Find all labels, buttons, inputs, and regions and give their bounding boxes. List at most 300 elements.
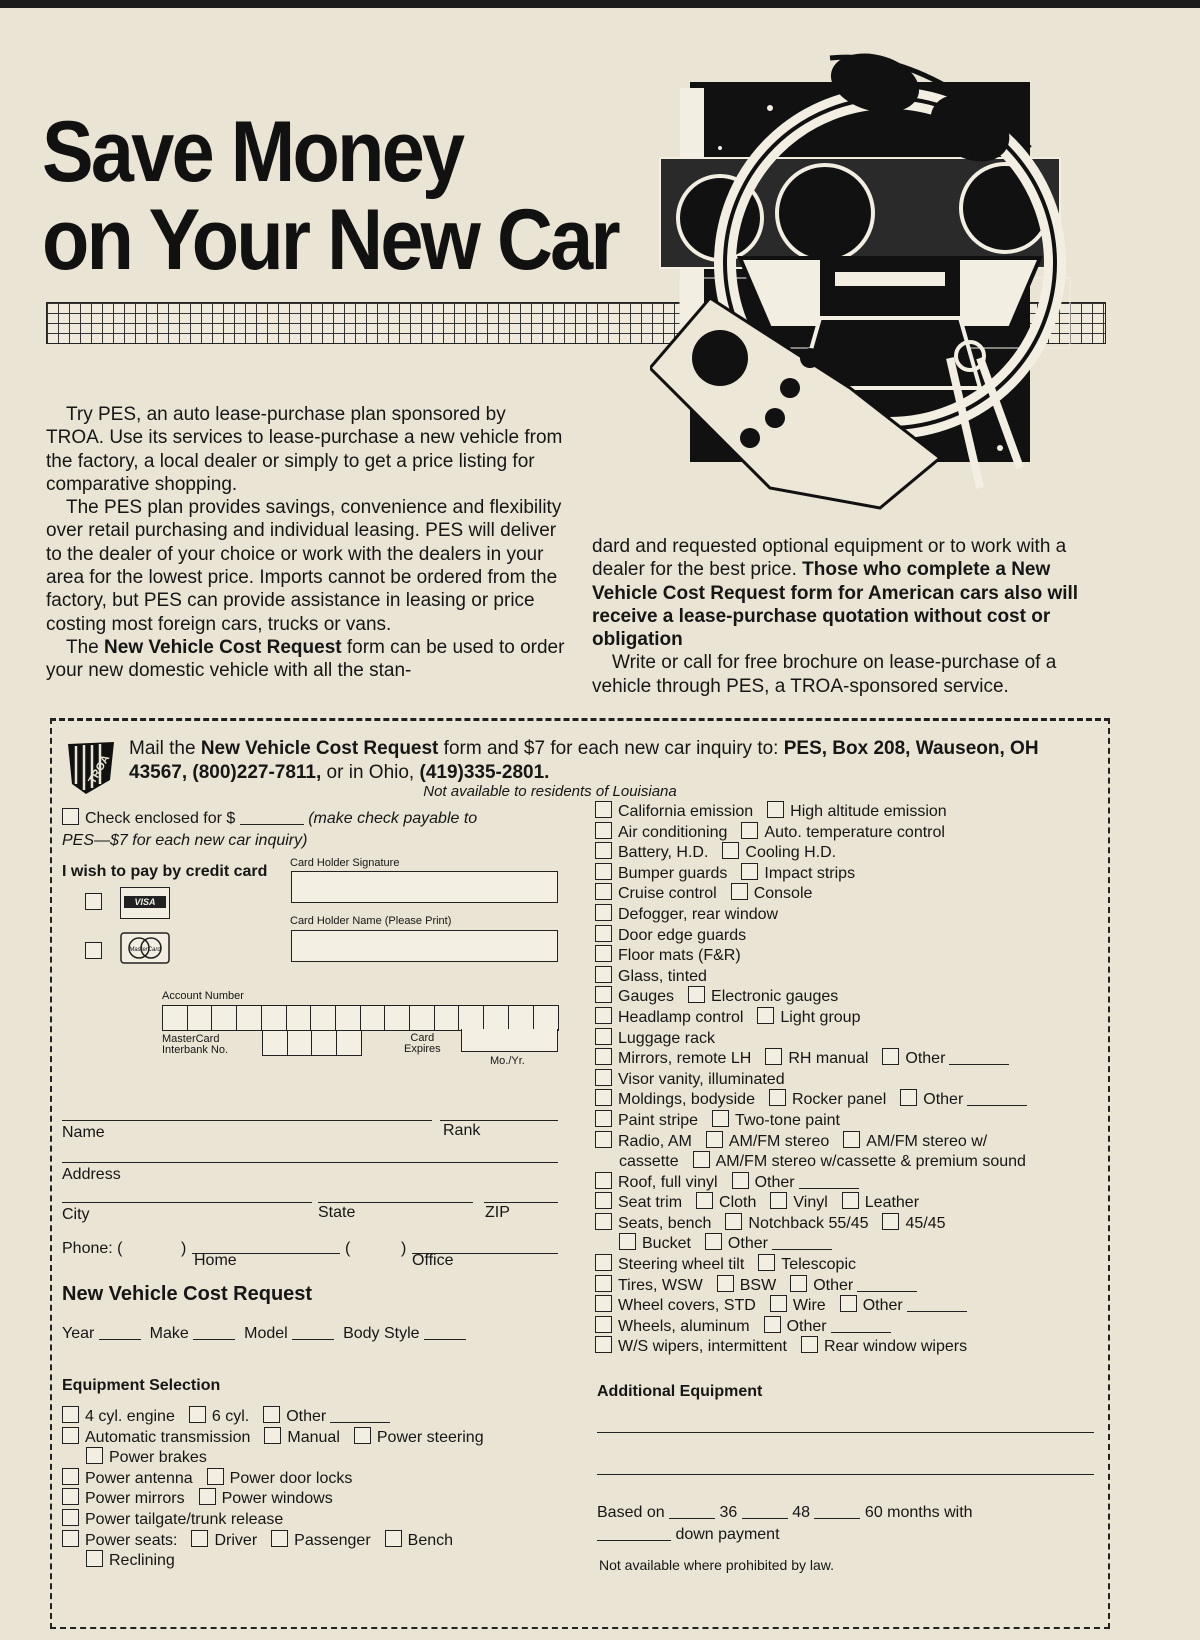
equipment-label: Roof, full vinyl bbox=[618, 1173, 718, 1191]
equipment-checkbox[interactable] bbox=[62, 1427, 79, 1444]
equipment-option[interactable] bbox=[595, 844, 708, 861]
equipment-checkbox[interactable] bbox=[595, 1254, 612, 1271]
equipment-label: Power tailgate/trunk release bbox=[85, 1510, 284, 1528]
based-on-48-field[interactable] bbox=[742, 1504, 788, 1519]
digit-box[interactable] bbox=[360, 1005, 386, 1031]
model-label: Model bbox=[244, 1325, 288, 1342]
digit-box[interactable] bbox=[434, 1005, 460, 1031]
equipment-option[interactable] bbox=[693, 1153, 1026, 1170]
equipment-checkbox[interactable] bbox=[595, 1028, 612, 1045]
equipment-checkbox[interactable] bbox=[595, 904, 612, 921]
zip-line[interactable] bbox=[484, 1202, 558, 1203]
digit-box[interactable] bbox=[335, 1005, 361, 1031]
equipment-checkbox[interactable] bbox=[843, 1131, 860, 1148]
interbank-number-boxes[interactable] bbox=[262, 1030, 361, 1056]
equipment-option[interactable] bbox=[801, 1338, 967, 1355]
visa-checkbox[interactable] bbox=[85, 893, 102, 910]
equipment-checkbox[interactable] bbox=[741, 863, 758, 880]
equipment-checkbox[interactable] bbox=[595, 801, 612, 818]
equipment-checkbox[interactable] bbox=[191, 1530, 208, 1547]
equipment-row bbox=[595, 1151, 1027, 1172]
equipment-checkbox[interactable] bbox=[595, 1110, 612, 1127]
equipment-option[interactable] bbox=[191, 1532, 257, 1549]
equipment-option[interactable] bbox=[741, 865, 855, 882]
digit-box[interactable] bbox=[483, 1005, 509, 1031]
equipment-option[interactable] bbox=[595, 1215, 711, 1232]
equipment-checkbox[interactable] bbox=[722, 842, 739, 859]
equipment-option[interactable] bbox=[767, 803, 947, 820]
equipment-option[interactable] bbox=[770, 1194, 827, 1211]
equipment-checkbox[interactable] bbox=[595, 1316, 612, 1333]
equipment-option[interactable] bbox=[765, 1050, 868, 1067]
equipment-checkbox[interactable] bbox=[769, 1089, 786, 1106]
account-number-label: Account Number bbox=[162, 990, 244, 1002]
equipment-option[interactable] bbox=[595, 968, 707, 985]
other-write-in-line[interactable] bbox=[949, 1050, 1009, 1065]
equipment-option[interactable] bbox=[705, 1235, 832, 1252]
equipment-option[interactable] bbox=[595, 865, 727, 882]
equipment-label: Power windows bbox=[221, 1490, 333, 1508]
equipment-checkbox[interactable] bbox=[62, 1530, 79, 1547]
equipment-checkbox[interactable] bbox=[619, 1233, 636, 1250]
intro-p3-post: form can be used to order your new domestic vehicle with all the stan- bbox=[46, 636, 565, 682]
equipment-label: Power mirrors bbox=[85, 1490, 185, 1508]
equipment-row bbox=[595, 1254, 1027, 1275]
equipment-option[interactable] bbox=[595, 947, 741, 964]
equipment-checkbox[interactable] bbox=[595, 1275, 612, 1292]
intro-paragraph-4 bbox=[592, 535, 1112, 651]
equipment-checkbox[interactable] bbox=[595, 1069, 612, 1086]
equipment-checkbox[interactable] bbox=[264, 1427, 281, 1444]
equipment-option[interactable] bbox=[595, 988, 674, 1005]
digit-box[interactable] bbox=[286, 1005, 312, 1031]
equipment-row bbox=[595, 883, 1027, 904]
equipment-row bbox=[595, 1213, 1027, 1234]
name-line[interactable] bbox=[62, 1120, 432, 1121]
equipment-option[interactable] bbox=[882, 1050, 1009, 1067]
headline bbox=[42, 104, 618, 288]
digit-box[interactable] bbox=[187, 1005, 213, 1031]
equipment-label: Wheels, aluminum bbox=[618, 1317, 750, 1335]
equipment-label: Wire bbox=[792, 1297, 826, 1315]
equipment-option[interactable] bbox=[712, 1112, 840, 1129]
equipment-checkbox[interactable] bbox=[62, 1509, 79, 1526]
intro-paragraph-1: Try PES, an auto lease-purchase plan sponsored by TROA. Use its services to lease-purchase a new vehicle from the factory, a local dealer or simply to get a price listing for comparative shopping. bbox=[46, 404, 563, 495]
down-payment-label: down payment bbox=[675, 1526, 780, 1543]
mail-mid: form and $7 for each new car inquiry to: bbox=[438, 738, 784, 759]
equipment-checkbox[interactable] bbox=[767, 801, 784, 818]
equipment-label: Other bbox=[862, 1297, 903, 1315]
equipment-checkbox[interactable] bbox=[595, 986, 612, 1003]
rank-line[interactable] bbox=[440, 1120, 558, 1121]
phone-office-paren: ) bbox=[401, 1240, 407, 1257]
card-expires-field[interactable] bbox=[461, 1029, 558, 1052]
equipment-option[interactable] bbox=[790, 1277, 917, 1294]
equipment-option[interactable] bbox=[595, 1174, 718, 1191]
equipment-option[interactable] bbox=[62, 1429, 250, 1446]
equipment-row bbox=[595, 1192, 1027, 1213]
digit-box[interactable] bbox=[311, 1030, 337, 1056]
equipment-label: Driver bbox=[214, 1531, 258, 1549]
equipment-checkbox[interactable] bbox=[693, 1151, 710, 1168]
equipment-label: Electronic gauges bbox=[711, 988, 839, 1006]
mastercard-checkbox[interactable] bbox=[85, 942, 102, 959]
equipment-option[interactable] bbox=[595, 1338, 787, 1355]
other-write-in-line[interactable] bbox=[330, 1408, 390, 1423]
based-on-60-field[interactable] bbox=[814, 1504, 860, 1519]
equipment-option[interactable] bbox=[86, 1449, 207, 1466]
equipment-row bbox=[62, 1509, 484, 1530]
credit-card-label: I wish to pay by credit card bbox=[62, 863, 268, 880]
digit-box[interactable] bbox=[287, 1030, 313, 1056]
intro-column-right bbox=[592, 535, 1112, 698]
equipment-checkbox[interactable] bbox=[595, 863, 612, 880]
equipment-checkbox[interactable] bbox=[86, 1550, 103, 1567]
equipment-option[interactable] bbox=[732, 1174, 859, 1191]
equipment-label: Impact strips bbox=[764, 864, 856, 882]
equipment-checkbox[interactable] bbox=[595, 1131, 612, 1148]
equipment-label: Passenger bbox=[294, 1531, 371, 1549]
equipment-checkbox[interactable] bbox=[706, 1131, 723, 1148]
digit-box[interactable] bbox=[262, 1030, 288, 1056]
equipment-checkbox[interactable] bbox=[732, 1172, 749, 1189]
digit-box[interactable] bbox=[336, 1030, 362, 1056]
equipment-option[interactable] bbox=[595, 927, 746, 944]
equipment-option[interactable] bbox=[595, 1091, 755, 1108]
card-holder-signature-field[interactable] bbox=[291, 871, 558, 903]
equipment-option[interactable] bbox=[706, 1133, 829, 1150]
equipment-option[interactable] bbox=[757, 1009, 860, 1026]
equipment-checkbox[interactable] bbox=[595, 1048, 612, 1065]
mail-or: or in Ohio, bbox=[321, 762, 420, 783]
year-field[interactable] bbox=[99, 1325, 141, 1340]
body-style-label: Body Style bbox=[343, 1325, 420, 1342]
digit-box[interactable] bbox=[310, 1005, 336, 1031]
equipment-label: Paint stripe bbox=[618, 1111, 699, 1129]
equipment-option bbox=[619, 1153, 679, 1170]
equipment-checkbox[interactable] bbox=[595, 1213, 612, 1230]
equipment-checkbox[interactable] bbox=[62, 1406, 79, 1423]
equipment-checkbox[interactable] bbox=[595, 925, 612, 942]
other-write-in-line[interactable] bbox=[831, 1318, 891, 1333]
equipment-checkbox[interactable] bbox=[725, 1213, 742, 1230]
equipment-option[interactable] bbox=[758, 1256, 856, 1273]
equipment-row bbox=[62, 1488, 484, 1509]
other-write-in-line[interactable] bbox=[967, 1091, 1027, 1106]
equipment-option[interactable] bbox=[385, 1532, 453, 1549]
equipment-label: Other bbox=[813, 1276, 854, 1294]
equipment-checkbox[interactable] bbox=[717, 1275, 734, 1292]
digit-box[interactable] bbox=[162, 1005, 188, 1031]
equipment-label: Seats, bench bbox=[618, 1214, 712, 1232]
equipment-option[interactable] bbox=[595, 1112, 698, 1129]
city-line[interactable] bbox=[62, 1202, 312, 1203]
equipment-option[interactable] bbox=[189, 1408, 249, 1425]
equipment-row bbox=[595, 863, 1027, 884]
equipment-option[interactable] bbox=[619, 1235, 691, 1252]
months-36-label: 36 bbox=[719, 1504, 738, 1521]
equipment-checkbox[interactable] bbox=[758, 1254, 775, 1271]
equipment-row bbox=[595, 842, 1027, 863]
equipment-checkbox[interactable] bbox=[595, 1172, 612, 1189]
equipment-checkbox[interactable] bbox=[705, 1233, 722, 1250]
equipment-checkbox[interactable] bbox=[790, 1275, 807, 1292]
equipment-row bbox=[595, 1069, 1027, 1090]
equipment-label: California emission bbox=[618, 803, 754, 820]
equipment-checkbox[interactable] bbox=[757, 1007, 774, 1024]
equipment-option[interactable] bbox=[199, 1490, 333, 1507]
equipment-option[interactable] bbox=[741, 824, 945, 841]
visa-text: VISA bbox=[124, 896, 166, 908]
equipment-option[interactable] bbox=[207, 1470, 353, 1487]
equipment-checkbox[interactable] bbox=[271, 1530, 288, 1547]
equipment-label: Bumper guards bbox=[618, 864, 728, 882]
equipment-label: Other bbox=[786, 1317, 827, 1335]
equipment-row bbox=[595, 1007, 1027, 1028]
nvcr-heading: New Vehicle Cost Request bbox=[62, 1283, 313, 1305]
digit-box[interactable] bbox=[236, 1005, 262, 1031]
model-field[interactable] bbox=[292, 1325, 334, 1340]
equipment-option[interactable] bbox=[840, 1297, 967, 1314]
equipment-checkbox[interactable] bbox=[595, 945, 612, 962]
equipment-checkbox[interactable] bbox=[595, 842, 612, 859]
equipment-checkbox[interactable] bbox=[770, 1192, 787, 1209]
equipment-option[interactable] bbox=[595, 1071, 785, 1088]
digit-box[interactable] bbox=[384, 1005, 410, 1031]
equipment-label: Manual bbox=[287, 1428, 340, 1446]
equipment-option[interactable] bbox=[264, 1429, 339, 1446]
other-write-in-line[interactable] bbox=[772, 1235, 832, 1250]
equipment-option[interactable] bbox=[62, 1470, 193, 1487]
equipment-row bbox=[595, 1316, 1027, 1337]
equipment-checkbox[interactable] bbox=[712, 1110, 729, 1127]
digit-box[interactable] bbox=[261, 1005, 287, 1031]
equipment-checkbox[interactable] bbox=[842, 1192, 859, 1209]
rank-label: Rank bbox=[443, 1122, 481, 1139]
equipment-option[interactable] bbox=[764, 1318, 891, 1335]
equipment-option[interactable] bbox=[595, 1050, 751, 1067]
equipment-option[interactable] bbox=[595, 1009, 743, 1026]
digit-box[interactable] bbox=[211, 1005, 237, 1031]
equipment-label: Power antenna bbox=[85, 1469, 193, 1487]
equipment-option[interactable] bbox=[595, 803, 753, 820]
equipment-label: Bench bbox=[407, 1531, 454, 1549]
equipment-label: AM/FM stereo w/cassette & premium sound bbox=[715, 1153, 1026, 1171]
equipment-option[interactable] bbox=[595, 1194, 682, 1211]
equipment-checkbox[interactable] bbox=[741, 822, 758, 839]
equipment-option[interactable] bbox=[595, 1030, 715, 1047]
equipment-option[interactable] bbox=[770, 1297, 826, 1314]
equipment-option[interactable] bbox=[595, 1297, 756, 1314]
digit-box[interactable] bbox=[508, 1005, 534, 1031]
equipment-label: Other bbox=[727, 1235, 768, 1253]
equipment-checkbox[interactable] bbox=[840, 1295, 857, 1312]
equipment-label: Automatic transmission bbox=[85, 1428, 251, 1446]
check-enclosed-checkbox[interactable] bbox=[62, 808, 79, 825]
headline-line-1: Save Money bbox=[42, 104, 463, 200]
equipment-checkbox[interactable] bbox=[385, 1530, 402, 1547]
equipment-option[interactable] bbox=[725, 1215, 868, 1232]
equipment-label: Steering wheel tilt bbox=[618, 1256, 745, 1274]
equipment-row bbox=[595, 1110, 1027, 1131]
other-write-in-line[interactable] bbox=[907, 1297, 967, 1312]
equipment-checkbox[interactable] bbox=[764, 1316, 781, 1333]
equipment-label: Cruise control bbox=[618, 885, 717, 903]
equipment-label: Auto. temperature control bbox=[764, 823, 945, 841]
equipment-option[interactable] bbox=[843, 1133, 987, 1150]
equipment-checkbox[interactable] bbox=[882, 1213, 899, 1230]
equipment-checkbox[interactable] bbox=[801, 1336, 818, 1353]
make-field[interactable] bbox=[193, 1325, 235, 1340]
digit-box[interactable] bbox=[458, 1005, 484, 1031]
equipment-option[interactable] bbox=[86, 1552, 175, 1569]
equipment-row bbox=[62, 1406, 484, 1427]
equipment-label: AM/FM stereo w/ bbox=[866, 1132, 988, 1150]
equipment-row bbox=[62, 1427, 484, 1448]
equipment-checkbox[interactable] bbox=[199, 1488, 216, 1505]
equipment-checkbox[interactable] bbox=[595, 1007, 612, 1024]
equipment-label: Vinyl bbox=[793, 1194, 828, 1212]
equipment-label: Notchback 55/45 bbox=[748, 1214, 869, 1232]
equipment-checkbox[interactable] bbox=[595, 1336, 612, 1353]
equipment-checkbox[interactable] bbox=[595, 1295, 612, 1312]
equipment-option[interactable] bbox=[62, 1408, 175, 1425]
equipment-option[interactable] bbox=[717, 1277, 776, 1294]
mo-yr-label: Mo./Yr. bbox=[490, 1055, 525, 1067]
equipment-option[interactable] bbox=[696, 1194, 756, 1211]
digit-box[interactable] bbox=[409, 1005, 435, 1031]
equipment-checkbox[interactable] bbox=[62, 1488, 79, 1505]
equipment-label: Power seats: bbox=[85, 1531, 178, 1549]
equipment-option[interactable] bbox=[595, 906, 778, 923]
equipment-checkbox[interactable] bbox=[189, 1406, 206, 1423]
account-number-boxes[interactable] bbox=[162, 1005, 557, 1031]
based-on-36-field[interactable] bbox=[669, 1504, 715, 1519]
city-label: City bbox=[62, 1206, 90, 1223]
equipment-label: Air conditioning bbox=[618, 823, 728, 841]
additional-equipment-line-2[interactable] bbox=[597, 1474, 1094, 1475]
equipment-option[interactable] bbox=[722, 844, 836, 861]
equipment-checkbox[interactable] bbox=[595, 966, 612, 983]
mail-ohio-phone: (419)335-2801. bbox=[419, 762, 550, 783]
year-label: Year bbox=[62, 1325, 95, 1342]
equipment-option[interactable] bbox=[354, 1429, 484, 1446]
equipment-option[interactable] bbox=[769, 1091, 886, 1108]
equipment-option[interactable] bbox=[62, 1490, 185, 1507]
state-line[interactable] bbox=[318, 1202, 473, 1203]
equipment-checkbox[interactable] bbox=[731, 883, 748, 900]
equipment-checkbox[interactable] bbox=[62, 1468, 79, 1485]
make-label: Make bbox=[149, 1325, 189, 1342]
additional-equipment-line-1[interactable] bbox=[597, 1432, 1094, 1433]
card-holder-signature-label: Card Holder Signature bbox=[290, 857, 400, 869]
equipment-row bbox=[595, 822, 1027, 843]
equipment-checkbox[interactable] bbox=[882, 1048, 899, 1065]
equipment-label: Leather bbox=[864, 1194, 920, 1212]
equipment-label: Other bbox=[905, 1050, 946, 1068]
zip-label: ZIP bbox=[485, 1204, 510, 1221]
equipment-row bbox=[595, 1275, 1027, 1296]
equipment-option[interactable] bbox=[842, 1194, 919, 1211]
equipment-row bbox=[62, 1550, 484, 1571]
equipment-row bbox=[595, 1172, 1027, 1193]
check-enclosed-row bbox=[62, 808, 477, 828]
equipment-checkbox[interactable] bbox=[263, 1406, 280, 1423]
equipment-selection-heading: Equipment Selection bbox=[62, 1377, 221, 1394]
equipment-option[interactable] bbox=[271, 1532, 371, 1549]
equipment-row bbox=[595, 1233, 1027, 1254]
equipment-label: Telescopic bbox=[781, 1256, 856, 1274]
equipment-option[interactable] bbox=[595, 1277, 703, 1294]
equipment-label: Wheel covers, STD bbox=[618, 1297, 756, 1315]
equipment-label: W/S wipers, intermittent bbox=[618, 1338, 787, 1356]
home-label: Home bbox=[194, 1252, 237, 1269]
intro-paragraph-5: Write or call for free brochure on lease-purchase of a vehicle through PES, a TROA-sponsored service. bbox=[592, 652, 1057, 697]
equipment-checkbox[interactable] bbox=[354, 1427, 371, 1444]
steering-wheel-illustration bbox=[650, 28, 1120, 528]
equipment-label: Light group bbox=[780, 1008, 861, 1026]
mastercard-text: MasterCard bbox=[129, 947, 161, 953]
digit-box[interactable] bbox=[533, 1005, 559, 1031]
equipment-option[interactable] bbox=[263, 1408, 390, 1425]
equipment-checkbox[interactable] bbox=[207, 1468, 224, 1485]
equipment-option[interactable] bbox=[595, 824, 727, 841]
equipment-checkbox[interactable] bbox=[595, 822, 612, 839]
equipment-label: Door edge guards bbox=[618, 926, 747, 944]
down-payment-field[interactable] bbox=[597, 1526, 671, 1541]
equipment-option[interactable] bbox=[595, 885, 717, 902]
equipment-checkbox[interactable] bbox=[86, 1447, 103, 1464]
equipment-checkbox[interactable] bbox=[595, 883, 612, 900]
body-style-field[interactable] bbox=[424, 1325, 466, 1340]
other-write-in-line[interactable] bbox=[799, 1174, 859, 1189]
equipment-option[interactable] bbox=[62, 1532, 177, 1549]
equipment-checkbox[interactable] bbox=[595, 1089, 612, 1106]
equipment-label: Power brakes bbox=[109, 1449, 207, 1467]
card-expires-label bbox=[404, 1033, 441, 1055]
equipment-row bbox=[595, 945, 1027, 966]
equipment-checkbox[interactable] bbox=[765, 1048, 782, 1065]
equipment-option[interactable] bbox=[62, 1511, 283, 1528]
equipment-checkbox[interactable] bbox=[688, 986, 705, 1003]
check-amount-field[interactable] bbox=[240, 810, 304, 825]
equipment-option[interactable] bbox=[731, 885, 813, 902]
phone-office-paren-open: ( bbox=[345, 1240, 351, 1257]
equipment-option[interactable] bbox=[595, 1133, 692, 1150]
equipment-label: Glass, tinted bbox=[618, 967, 707, 985]
equipment-checkbox[interactable] bbox=[595, 1192, 612, 1209]
address-line[interactable] bbox=[62, 1162, 558, 1163]
mail-address: PES, Box 208, Wauseon, OH 43567, (800)227-7811, bbox=[129, 738, 1039, 783]
equipment-row bbox=[595, 1131, 1027, 1152]
equipment-label: Headlamp control bbox=[618, 1008, 744, 1026]
equipment-checkbox[interactable] bbox=[770, 1295, 787, 1312]
equipment-checkbox[interactable] bbox=[696, 1192, 713, 1209]
other-write-in-line[interactable] bbox=[857, 1277, 917, 1292]
equipment-option[interactable] bbox=[595, 1256, 744, 1273]
equipment-label: Moldings, bodyside bbox=[618, 1091, 755, 1109]
equipment-option[interactable] bbox=[882, 1215, 945, 1232]
equipment-label: Reclining bbox=[109, 1552, 175, 1570]
equipment-option[interactable] bbox=[900, 1091, 1027, 1108]
equipment-checkbox[interactable] bbox=[900, 1089, 917, 1106]
card-holder-name-field[interactable] bbox=[291, 930, 558, 962]
check-payable-note-2: PES—$7 for each new car inquiry) bbox=[62, 832, 308, 849]
equipment-option[interactable] bbox=[595, 1318, 750, 1335]
equipment-option[interactable] bbox=[688, 988, 838, 1005]
intro-p4-bold: Those who complete a New Vehicle Cost Request form for American cars also will receive a lease-purchase quotation without cost or obligation bbox=[592, 559, 1079, 651]
intro-p3-bold: New Vehicle Cost Request bbox=[104, 636, 342, 658]
